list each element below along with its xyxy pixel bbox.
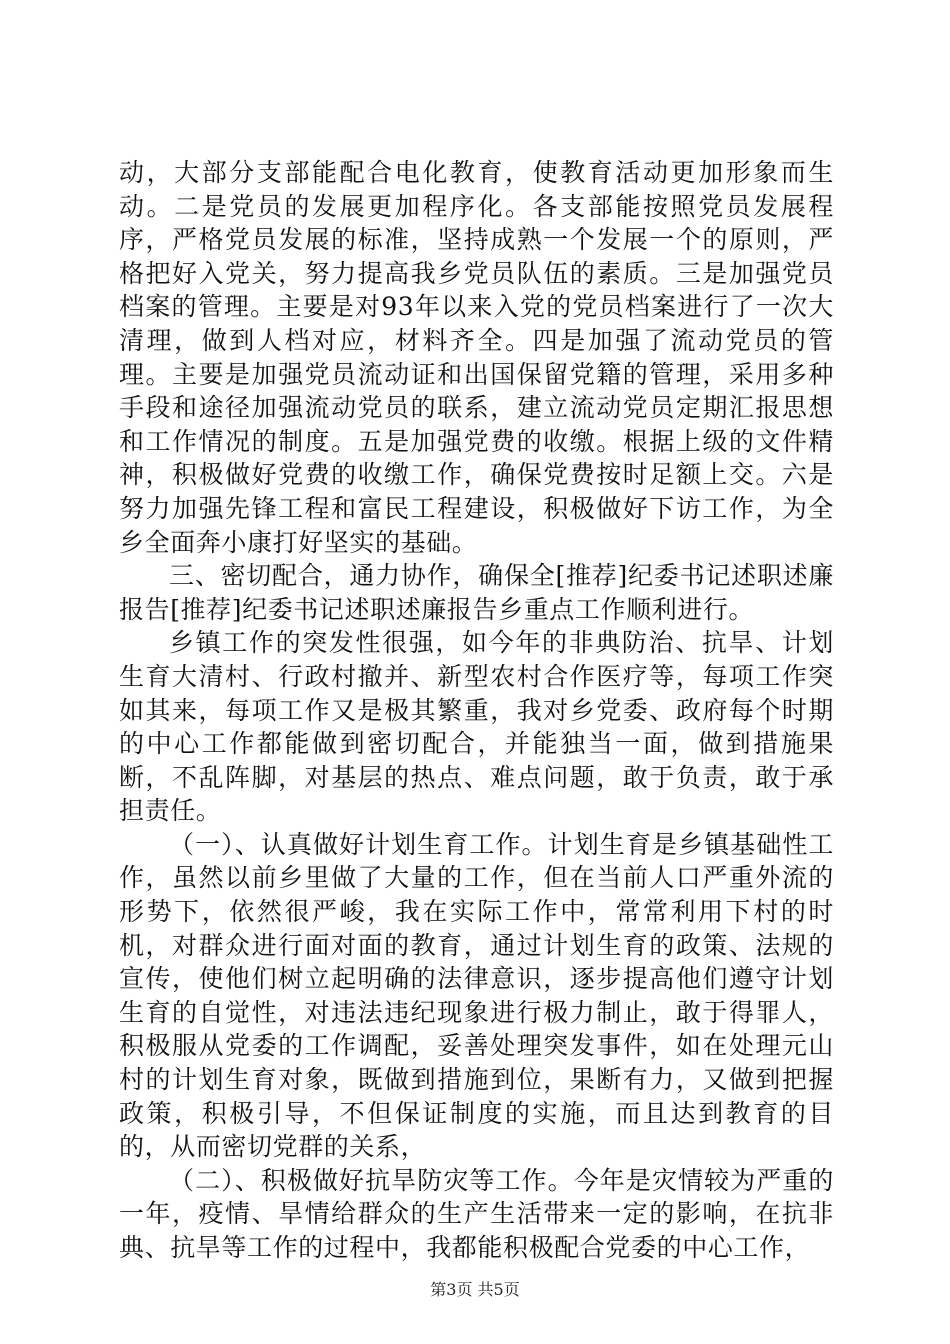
paragraph-family-planning: （一）、认真做好计划生育工作。计划生育是乡镇基础性工作，虽然以前乡里做了大量的工作，但在当前人口严重外流的形势下，依然很严峻，我在实际工作中，常常利用下村的时机，对群众进行面对面的教育，通过计划生育的政策、法规的宣传，使他们树立起明确的法律意识，逐步提高他们遵守计划生育的自觉性，对违法违纪现象进行极力制止，敢于得罪人，积极服从党委的工作调配，妥善处理突发事件，如在处理元山村的计划生育对象，既做到措施到位，果断有力，又做到把握政策，积极引导，不但保证制度的实施，而且达到教育的目的，从而密切党群的关系， [119, 829, 834, 1162]
document-body [119, 156, 834, 1265]
paragraph-township-work: 乡镇工作的突发性很强，如今年的非典防治、抗旱、计划生育大清村、行政村撤并、新型农村合作医疗等，每项工作突如其来，每项工作又是极其繁重，我对乡党委、政府每个时期的中心工作都能做到密切配合，并能独当一面，做到措施果断，不乱阵脚，对基层的热点、难点问题，敢于负责，敢于承担责任。 [119, 628, 834, 826]
paragraph-continuation: 动，大部分支部能配合电化教育，使教育活动更加形象而生动。二是党员的发展更加程序化。各支部能按照党员发展程序，严格党员发展的标准，坚持成熟一个发展一个的原则，严格把好入党关，努力提高我乡党员队伍的素质。三是加强党员档案的管理。主要是对93年以来入党的党员档案进行了一次大清理，做到人档对应，材料齐全。四是加强了流动党员的管理。主要是加强党员流动证和出国保留党籍的管理，采用多种手段和途径加强流动党员的联系，建立流动党员定期汇报思想和工作情况的制度。五是加强党费的收缴。根据上级的文件精神，积极做好党费的收缴工作，确保党费按时足额上交。六是努力加强先锋工程和富民工程建设，积极做好下访工作，为全乡全面奔小康打好坚实的基础。 [119, 158, 834, 557]
paragraph-section-three-heading: 三、密切配合，通力协作，确保全[推荐]纪委书记述职述廉报告[推荐]纪委书记述职述廉报告乡重点工作顺利进行。 [119, 561, 834, 624]
paragraph-drought-relief: （二）、积极做好抗旱防灾等工作。今年是灾情较为严重的一年，疫情、旱情给群众的生产生活带来一定的影响，在抗非典、抗旱等工作的过程中，我都能积极配合党委的中心工作， [119, 1165, 834, 1262]
page-number-footer: 第3页 共5页 [430, 1280, 520, 1299]
